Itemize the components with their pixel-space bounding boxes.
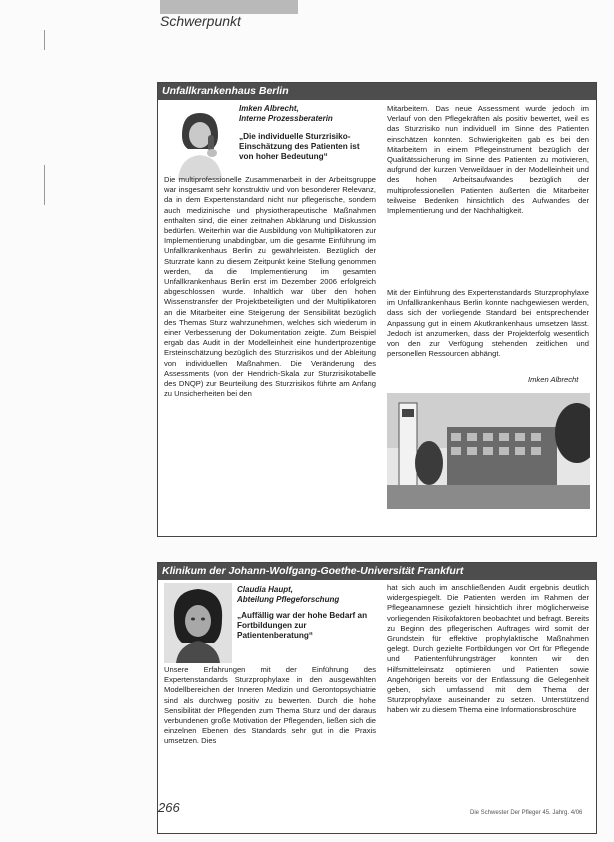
- author-name-haupt: Claudia Haupt,: [237, 585, 294, 594]
- body-text-berlin-col2a: Mitarbeitern. Das neue Assessment wurde jedoch im Verlauf von den Pflegekräften als positiv bewertet, weil es das Sturzrisiko nun individuell im Sinne des Patienten einschätzen konnten. Schwierigkeiten gab es bei den Mitarbeitern in einem Pflegeinstrument bezüglich der Qualitätssicherung im Sinne des Patienten zu motivieren, aufgrund der kurzen Verweildauer in der Modelleinheit und des hohen Arbeitsaufwandes bezüglich der multiprofessionellen Patienten äußerten die Mitarbeiter teilweise Bedenken hinsichtlich des Aufwandes der Implementierung und der Nachhaltigkeit.: [387, 104, 589, 216]
- article-box-frankfurt: [157, 562, 597, 834]
- body-text-frankfurt-col2: hat sich auch im anschließenden Audit ergebnis deutlich widergespiegelt. Die Patienten werden im Rahmen der Pflegeanamnese gezielt hinsichtlich ihrer möglicherweise vorliegenden Risikofaktoren beobachtet und befragt. Bereits zu Beginn des pflegerischen Auftrages wird somit der Grundstein für effektive prophylaktische Maßnahmen gelegt. Durch gezielte Fortbildungen vor Ort für Pflegende und Patientenführungsträger konnten wir den Hilfsmitteleinsatz optimieren und Patienten sowie Angehörigen bereits vor der Entlassung die Gelegenheit geben, sich umfassend mit dem Thema der Sturzprophylaxe auseinander zu setzen. Unterstützend haben wir zu diesem Thema eine Informationsbroschüre: [387, 583, 589, 715]
- pull-quote-berlin: „Die individuelle Sturzrisiko-Einschätzung des Patienten ist von hoher Bedeutung“: [239, 132, 360, 162]
- pull-quote-frankfurt: „Auffällig war der hohe Bedarf an Fortbildungen zur Patientenberatung“: [237, 611, 368, 641]
- article-box-berlin: [157, 82, 597, 537]
- margin-mark-top: [44, 30, 45, 50]
- body-text-berlin-col1: Die multiprofessionelle Zusammenarbeit in der Arbeitsgruppe war insgesamt sehr konstruktiv und von besonderer Relevanz, da in dem Expertenstandard nicht nur pflegerische, sondern auch medizinische und physiotherapeutische Maßnahmen enthalten sind, die einer zeitnahen Abklärung und Diskussion bedürfen. Weiterhin war die Ausbildung von Multiplikatoren zur Implementierung unabdingbar, um die gesamte Einführung im Unfallkrankenhaus Berlin zu gewährleisten. Bezüglich der Sturzrate kann zu diesem Zeitpunkt keine Stellung genommen werden, da die Implementierung im gesamten Unfallkrankenhaus Berlin erst im Dezember 2006 erfolgreich abgeschlossen wurde. Inhaltlich war über den hohen Wissenstransfer der Projektbeteiligten und der Multiplikatoren an die Mitarbeiter eine Steigerung der Sensibilität bezüglich des Themas Sturz wahrzunehmen, welches sich wiederum in einer Verbesserung der Dokumentation zeigte. Zum Beispiel ergab das Audit in der Modelleinheit eine hundertprozentige Ersteinschätzung bezüglich des Sturzrisikos und der Ableitung von individuellen Maßnahmen. Die Veränderung des Assessments (von der Hendrich-Skala zur Sturzrisikotabelle des DNQP) zur Beurteilung des Sturzrisikos führte am Anfang zu Unsicherheiten bei den: [164, 175, 376, 399]
- box-title-berlin: Unfallkrankenhaus Berlin: [162, 85, 289, 97]
- signature-albrecht: Imken Albrecht: [528, 375, 579, 384]
- author-name-albrecht: Imken Albrecht,: [239, 104, 299, 113]
- box-header-frankfurt: [158, 563, 596, 580]
- section-label: Schwerpunkt: [160, 13, 241, 29]
- box-title-frankfurt: Klinikum der Johann-Wolfgang-Goethe-Universität Frankfurt: [162, 565, 464, 577]
- margin-mark: [44, 165, 45, 205]
- body-text-berlin-col2b: Mit der Einführung des Expertenstandards Sturzprophylaxe im Unfallkrankenhaus Berlin konnte nachgewiesen werden, dass sich der vorliegende Standard bei entsprechender Anpassung gut in einem Akutkrankenhaus umsetzen lässt. Jedoch ist anzumerken, dass der Projekterfolg wesentlich von den zur Verfügung stehenden zeitlichen und personellen Ressourcen abhängt.: [387, 288, 589, 359]
- footer-source: Die Schwester Der Pfleger 45. Jahrg. 4/06: [470, 810, 583, 816]
- page-number: 266: [158, 800, 180, 815]
- author-photo-albrecht: [164, 105, 234, 180]
- author-role-albrecht: Interne Prozessberaterin: [239, 114, 333, 123]
- hospital-photo: [387, 393, 590, 509]
- author-photo-haupt: [164, 583, 232, 663]
- header-bar: [160, 0, 298, 14]
- body-text-frankfurt-col1: Unsere Erfahrungen mit der Einführung des Expertenstandards Sturzprophylaxe in den ausgewählten Modellbereichen der Inneren Medizin und Gerontopsychiatrie sind als durchweg positiv zu bewerten. Durch die hohe Sensibilität der Pflegenden zum Thema Sturz und der daraus verbundenen große Motivation der Pflegenden, ließen sich die einzelnen Ebenen des Standards sehr gut in die Praxis umsetzen. Dies: [164, 665, 376, 746]
- box-header-berlin: [158, 83, 596, 100]
- author-role-haupt: Abteilung Pflegeforschung: [237, 595, 340, 604]
